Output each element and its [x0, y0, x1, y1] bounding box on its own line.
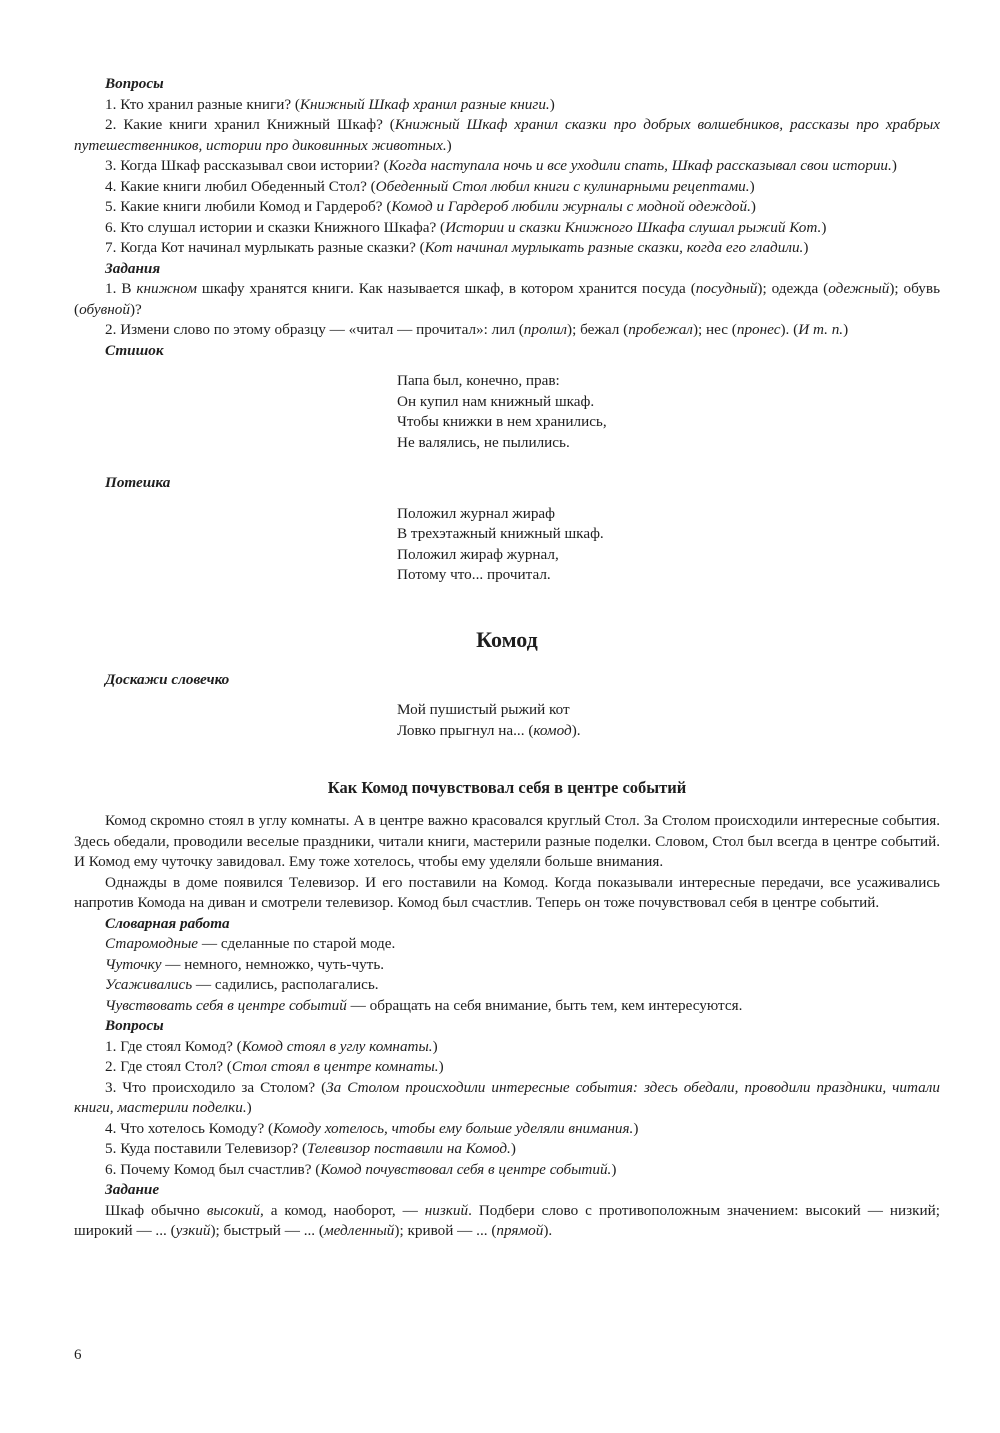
question-item: 4. Какие книги любил Обеденный Стол? (Обеденный Стол любил книги с кулинарными рецептами.) [105, 177, 755, 195]
story-paragraph: Однажды в доме появился Телевизор. И его поставили на Комод. Когда показывали интересные передачи, все усаживались напротив Комода на диван и смотрели телевизор. Комод был счастлив. Теперь он тоже почувствовал себя в центре событий. [74, 873, 940, 911]
rhyme-heading: Потешка [105, 474, 171, 491]
question-item: 5. Куда поставили Телевизор? (Телевизор поставили на Комод.) [105, 1140, 516, 1157]
question-item: 2. Где стоял Стол? (Стол стоял в центре комнаты.) [105, 1058, 444, 1075]
question-item: 5. Какие книги любили Комод и Гардероб? (Комод и Гардероб любили журналы с модной одеждой.) [105, 198, 756, 215]
story-paragraph: Комод скромно стоял в углу комнаты. А в центре важно красовался круглый Стол. За Столом происходили интересные события. Здесь обедали, проводили веселые праздники, читали книги, мастерили разные поделки. Словом, Стол был всегда в центре событий. И Комод ему чуточку завидовал. Ему тоже хотелось, чтобы ему уделяли больше внимания. [74, 812, 940, 870]
vocabulary-item: Чувствовать себя в центре событий — обращать на себя внимание, быть тем, кем интересуются. [105, 996, 743, 1014]
questions-heading: Вопросы [105, 75, 164, 92]
poem [74, 371, 940, 453]
question-item: 3. Что происходило за Столом? (За Столом происходили интересные события: здесь обедали, проводили праздники, читали книги, мастерили поделки.) [74, 1078, 940, 1116]
rhyme-line: Потому что... прочитал. [397, 566, 551, 583]
vocabulary-item: Чуточку — немного, немножко, чуть-чуть. [105, 955, 385, 973]
nursery-rhyme [74, 504, 940, 586]
question-item: 1. Кто хранил разные книги? (Книжный Шкаф хранил разные книги.) [105, 95, 555, 113]
vocabulary-item: Усаживались — садились, располагались. [105, 976, 379, 993]
rhyme-line: В трехэтажный книжный шкаф. [397, 525, 604, 542]
vocabulary-item: Старомодные — сделанные по старой моде. [105, 935, 396, 952]
vocabulary-list [74, 934, 940, 1016]
task-item: Шкаф обычно высокий, а комод, наоборот, — низкий. Подбери слово с противоположным значением: высокий — низкий; широкий — ... (узкий); быстрый — ... (медленный); кривой — ... (прямой). [74, 1201, 941, 1239]
poem-heading: Стишок [105, 341, 164, 359]
poem-line: Не валялись, не пылились. [397, 433, 570, 451]
story-questions-heading: Вопросы [105, 1017, 164, 1034]
question-item: 6. Кто слушал истории и сказки Книжного Шкафа? (Истории и сказки Книжного Шкафа слушал рыжий Кот.) [105, 218, 827, 236]
section-title: Комод [476, 626, 538, 652]
question-item: 6. Почему Комод был счастлив? (Комод почувствовал себя в центре событий.) [105, 1160, 617, 1178]
riddle-line: Мой пушистый рыжий кот [397, 701, 570, 718]
task-item: 1. В книжном шкафу хранятся книги. Как называется шкаф, в котором хранится посуда (посудный); одежда (одежный); обувь (обувной)? [74, 280, 940, 318]
finish-word-riddle [74, 700, 940, 741]
poem-line: Папа был, конечно, прав: [397, 372, 560, 389]
story-title: Как Комод почувствовал себя в центре событий [327, 778, 687, 797]
question-item: 4. Что хотелось Комоду? (Комоду хотелось, чтобы ему больше уделяли внимания.) [105, 1119, 639, 1137]
story-questions-list [74, 1037, 940, 1181]
tasks-heading: Задания [105, 259, 161, 277]
question-item: 2. Какие книги хранил Книжный Шкаф? (Книжный Шкаф хранил сказки про добрых волшебников, рассказы про храбрых путешественников, истории про диковинных животных.) [74, 116, 941, 154]
question-item: 3. Когда Шкаф рассказывал свои истории? (Когда наступала ночь и все уходили спать, Шкаф рассказывал свои истории.) [105, 157, 897, 174]
rhyme-line: Положил жираф журнал, [397, 545, 559, 563]
page-number: 6 [74, 1347, 82, 1363]
poem-line: Чтобы книжки в нем хранились, [397, 413, 607, 430]
question-item: 7. Когда Кот начинал мурлыкать разные сказки? (Кот начинал мурлыкать разные сказки, когда его гладили.) [105, 239, 809, 256]
poem-line: Он купил нам книжный шкаф. [397, 392, 595, 410]
vocabulary-heading: Словарная работа [105, 914, 230, 932]
riddle-line: Ловко прыгнул на... (комод). [397, 721, 581, 739]
questions-list [74, 95, 940, 259]
rhyme-line: Положил журнал жираф [397, 504, 556, 522]
question-item: 1. Где стоял Комод? (Комод стоял в углу комнаты.) [105, 1037, 438, 1055]
finish-word-heading: Доскажи словечко [105, 670, 230, 688]
story-task-heading: Задание [105, 1181, 160, 1198]
task-item: 2. Измени слово по этому образцу — «читал — прочитал»: лил (пролил); бежал (пробежал); нес (пронес). (И т. п.) [105, 321, 849, 338]
